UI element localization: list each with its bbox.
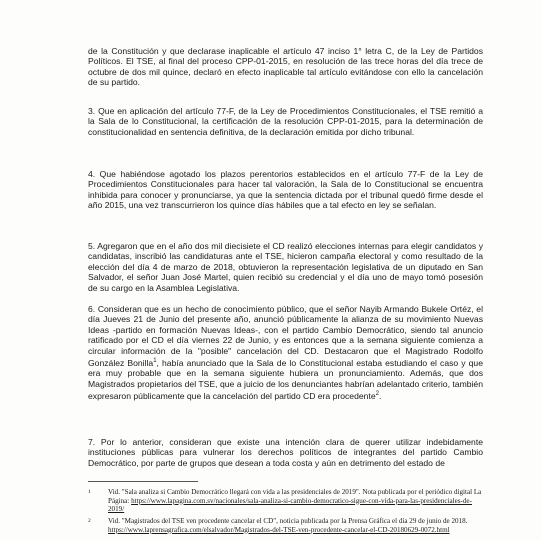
footnote-ref-2[interactable]: 2 [375, 391, 379, 398]
footnote-number: 2 [88, 518, 91, 524]
footnote-number: 1 [88, 489, 91, 495]
footnote-2 [88, 517, 488, 534]
paragraph-6-text-c: . [378, 390, 382, 401]
paragraph-6 [88, 304, 483, 401]
paragraph-6-text-b: , había anunciado que la Sala de lo Constitucional estaba estudiando el caso y que era muy probable que en la semana siguiente hubiera un pronunciamiento. Además, que dos Magistrados propietarios del TSE, que a juicio de los denunciantes habrían adelantado criterio, también expresaron públicamente que la cancelación del partido CD era procedente [88, 357, 483, 401]
paragraph-5: 5. Agregaron que en el año dos mil diecisiete el CD realizó elecciones internas para elegir candidatos y candidatas, inscribió las candidaturas ante el TSE, hicieron campaña electoral y como resultado de la elección del día 4 de marzo de 2018, obtuvieron la representación legislativa de un diputado en San Salvador, el señor Juan José Martel, quien recibió su credencial y el día uno de mayo tomó posesión de su cargo en la Asamblea Legislativa. [88, 241, 483, 293]
paragraph-4: 4. Que habiéndose agotado los plazos perentorios establecidos en el artículo 77-F de la Ley de Procedimientos Constitucionales para hacer tal valoración, la Sala de lo Constitucional se encuentra inhibida para conocer y pronunciarse, ya que la sentencia dictada por el tribunal quedó firme desde el año 2015, una vez transcurrieron los quince días hábiles que a tal efecto en ley se señalan. [88, 169, 483, 211]
footnote-link[interactable]: https://www.lapagina.com.sv/nacionales/sala-analiza-si-cambio-democratico-sigue-con-vida-para-las-presidenciales-de-2019/ [108, 496, 472, 514]
footnote-1 [88, 488, 488, 514]
footnote-text: Vid. "Magistrados del TSE ven procedente cancelar el CD", noticia publicada por la Prensa Gráfica el día 29 de junio de 2018. [108, 517, 468, 525]
paragraph-7: 7. Por lo anterior, consideran que existe una intención clara de querer utilizar indebidamente instituciones públicas para vulnerar los derechos políticos de integrantes del partido Cambio Democrático, por parte de grupos que desean a toda costa y aún en detrimento del estado de [88, 437, 483, 468]
footnote-text: Vid. "Sala analiza si Cambio Democrático llegará con vida a las presidenciales de 2019". Nota publicada por el periódico digital La Página: [108, 488, 482, 505]
footnote-separator [88, 481, 198, 482]
footnote-ref-1[interactable]: 1 [153, 358, 157, 365]
footnote-link[interactable]: https://www.laprensagrafica.com/elsalvador/Magistrados-del-TSE-ven-procedente-cancelar-el-CD-20180629-0072.html [108, 525, 450, 534]
paragraph-6-text-a: 6. Consideran que es un hecho de conocimiento público, que el señor Nayib Armando Bukele Ortéz, el día Jueves 21 de Junio del presente año, anunció públicamente la alianza de su movimiento Nuevas Ideas -partido en formación Nuevas Ideas-, con el partido Cambio Democrático, siendo tal anuncio ratificado por el CD el día viernes 22 de Junio, y es entonces que a la semana siguiente comienza a circular información de la "posible" cancelación del CD. Destacaron que el Magistrado Rodolfo González Bonilla [88, 304, 483, 368]
paragraph-2-continuation: de la Constitución y que declarase inaplicable el artículo 47 inciso 1° letra C, de la Ley de Partidos Políticos. El TSE, al final del proceso CPP-01-2015, en resolución de las trece horas del día trece de octubre de dos mil quince, declaró en efecto inaplicable tal artículo evitándose con ello la cancelación de su partido. [88, 46, 483, 88]
paragraph-3: 3. Que en aplicación del artículo 77-F, de la Ley de Procedimientos Constitucionales, el TSE remitió a la Sala de lo Constitucional, la certificación de la resolución CPP-01-2015, para la determinación de constitucionalidad en sentencia definitiva, de la declaración emitida por dicho tribunal. [88, 106, 483, 137]
